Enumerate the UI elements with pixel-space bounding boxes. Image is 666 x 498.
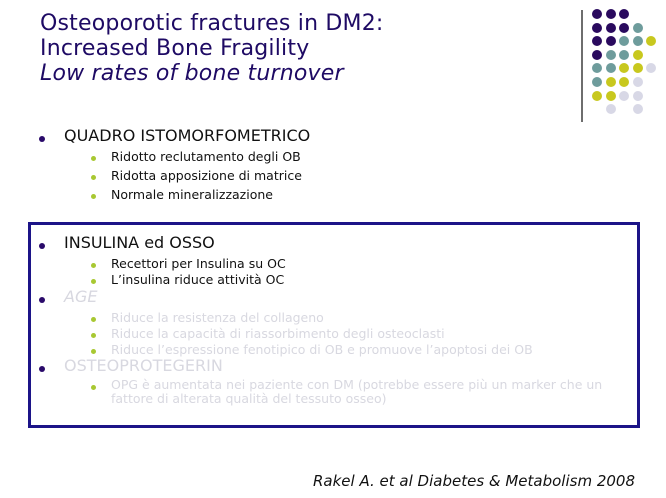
decorative-dot	[592, 63, 602, 73]
list-item: OPG è aumentata nei paziente con DM (potrebbe essere più un marker che un	[111, 377, 603, 392]
decorative-dot	[619, 91, 629, 101]
decorative-dot	[633, 50, 643, 60]
decorative-dot	[606, 63, 616, 73]
decorative-dot	[606, 77, 616, 87]
list-item: Ridotta apposizione di matrice	[111, 168, 302, 183]
decorative-dot	[606, 91, 616, 101]
decorative-dot	[606, 50, 616, 60]
decorative-dot	[619, 23, 629, 33]
decorative-dot	[646, 63, 656, 73]
decorative-dot	[633, 63, 643, 73]
list-item: Ridotto reclutamento degli OB	[111, 149, 301, 164]
bullet-icon	[39, 243, 45, 249]
decorative-dot	[619, 9, 629, 19]
sub-bullet-icon	[91, 279, 96, 284]
list-item: Riduce l’espressione fenotipico di OB e promuove l’apoptosi dei OB	[111, 342, 533, 357]
list-item: L’insulina riduce attività OC	[111, 272, 285, 287]
decorative-dot	[619, 77, 629, 87]
sub-bullet-icon	[91, 317, 96, 322]
decorative-dot	[606, 23, 616, 33]
list-item: Riduce la capacità di riassorbimento degli osteoclasti	[111, 326, 445, 341]
decorative-dot	[619, 63, 629, 73]
sub-bullet-icon	[91, 349, 96, 354]
list-item: Recettori per Insulina su OC	[111, 256, 286, 271]
bullet-icon	[39, 297, 45, 303]
section-heading: OSTEOPROTEGERIN	[64, 356, 223, 375]
decorative-dot	[592, 9, 602, 19]
list-item: Riduce la resistenza del collageno	[111, 310, 324, 325]
title-line-1: Osteoporotic fractures in DM2:	[40, 11, 384, 36]
decorative-dot	[592, 50, 602, 60]
list-item-continuation: fattore di alterata qualità del tessuto osseo)	[111, 391, 387, 406]
decorative-vertical-line	[581, 10, 583, 122]
sub-bullet-icon	[91, 385, 96, 390]
slide-title	[40, 11, 384, 86]
sub-bullet-icon	[91, 263, 96, 268]
sub-bullet-icon	[91, 175, 96, 180]
list-item: Normale mineralizzazione	[111, 187, 273, 202]
section-heading: QUADRO ISTOMORFOMETRICO	[64, 126, 311, 145]
decorative-dot	[633, 104, 643, 114]
title-line-2: Increased Bone Fragility	[40, 36, 310, 61]
sub-bullet-icon	[91, 333, 96, 338]
bullet-icon	[39, 366, 45, 372]
decorative-dot	[606, 104, 616, 114]
sub-bullet-icon	[91, 194, 96, 199]
title-line-3: Low rates of bone turnover	[40, 61, 344, 86]
decorative-dot	[606, 36, 616, 46]
decorative-dot	[619, 36, 629, 46]
decorative-dot	[633, 36, 643, 46]
decorative-dot	[633, 77, 643, 87]
decorative-dot	[592, 23, 602, 33]
decorative-dot	[606, 9, 616, 19]
section-heading: AGE	[64, 287, 98, 306]
decorative-dot	[592, 36, 602, 46]
decorative-dot	[633, 23, 643, 33]
section-heading: INSULINA ed OSSO	[64, 233, 215, 252]
decorative-dot	[619, 50, 629, 60]
citation: Rakel A. et al Diabetes & Metabolism 2008	[313, 472, 636, 490]
decorative-dot	[646, 36, 656, 46]
bullet-icon	[39, 136, 45, 142]
decorative-dot	[592, 91, 602, 101]
decorative-dot	[592, 77, 602, 87]
sub-bullet-icon	[91, 156, 96, 161]
decorative-dot	[633, 91, 643, 101]
